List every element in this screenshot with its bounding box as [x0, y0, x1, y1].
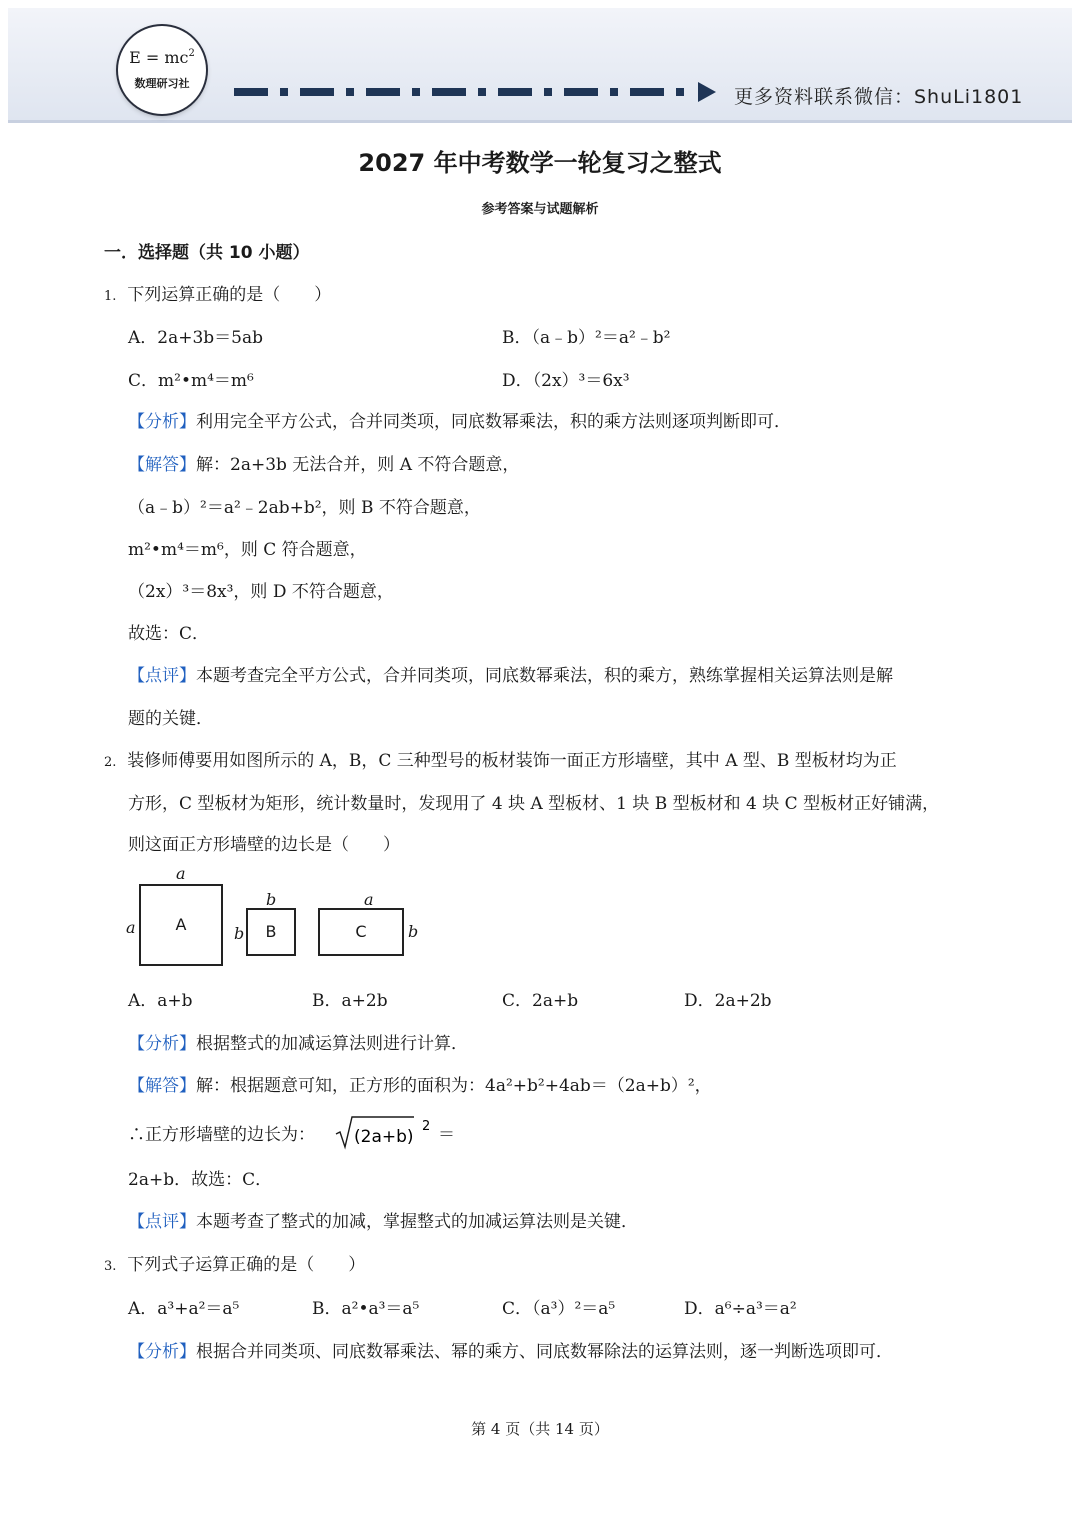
board-figure [126, 864, 426, 972]
question-number: 3. [104, 1259, 117, 1274]
question-stem: 下列式子运算正确的是（ ） [127, 1255, 366, 1275]
q1-solution-line-3: m²•m⁴＝m⁶，则 C 符合题意， [128, 540, 367, 560]
q1-option-d: D．（2x）³＝6x³ [502, 371, 630, 391]
comment-tag: 【点评】 [128, 666, 196, 686]
q2-option-c: C．2a+b [502, 991, 579, 1011]
header-band [8, 8, 1072, 123]
label-b-top: b [266, 890, 277, 909]
q1-option-a: A．2a+3b＝5ab [128, 328, 264, 348]
question-stem: 装修师傅要用如图所示的 A，B，C 三种型号的板材装饰一面正方形墙壁，其中 A 型、B 型板材均为正 [127, 751, 897, 771]
question-number: 1. [104, 289, 117, 304]
page-footer: 第 4 页（共 14 页） [471, 1420, 609, 1438]
q1-comment: 【点评】本题考查完全平方公式，合并同类项，同底数幂乘法，积的乘方，熟练掌握相关运算法则是解 [128, 666, 893, 686]
sqrt-equals: ＝ [438, 1125, 455, 1145]
section-heading: 一．选择题（共 10 小题） [104, 243, 310, 263]
label-a-c: a [364, 890, 374, 909]
question-3 [104, 1250, 365, 1275]
dash-decoration [234, 88, 704, 98]
analysis-tag: 【分析】 [128, 1342, 196, 1362]
comment-tag: 【点评】 [128, 1212, 196, 1232]
board-c: C [318, 908, 404, 956]
sqrt-expression [334, 1114, 436, 1150]
q1-comment-line-2: 题的关键． [128, 709, 213, 729]
q1-option-c: C．m²•m⁴＝m⁶ [128, 371, 254, 391]
q2-comment: 【点评】本题考查了整式的加减，掌握整式的加减运算法则是关键． [128, 1212, 638, 1232]
q1-analysis: 【分析】利用完全平方公式，合并同类项，同底数幂乘法，积的乘方法则逐项判断即可． [128, 412, 791, 432]
q2-answer: 2a+b．故选：C． [128, 1170, 273, 1190]
q2-option-a: A．a+b [128, 991, 193, 1011]
q2-option-b: B．a+2b [312, 991, 388, 1011]
board-b: B [246, 908, 296, 956]
logo-club-name: 数理研习社 [134, 77, 190, 90]
q2-solution: 【解答】解：根据题意可知，正方形的面积为：4a²+b²+4ab＝（2a+b）²， [128, 1076, 712, 1096]
board-a: A [139, 884, 223, 966]
q2-option-d: D．2a+2b [684, 991, 772, 1011]
label-a-left: a [126, 918, 136, 937]
q1-solution-line-2: （a﹣b）²＝a²﹣2ab+b²，则 B 不符合题意， [128, 498, 481, 518]
label-b-left: b [234, 924, 245, 943]
label-a-top: a [176, 864, 186, 883]
q3-option-c: C．（a³）²＝a⁵ [502, 1299, 616, 1319]
q2-stem-line-3: 则这面正方形墙壁的边长是（ ） [128, 835, 400, 855]
contact-text: 更多资料联系微信：ShuLi1801 [734, 86, 1024, 108]
sqrt-inner: (2a+b) [354, 1127, 414, 1147]
analysis-tag: 【分析】 [128, 412, 196, 432]
q3-option-a: A．a³+a²＝a⁵ [128, 1299, 240, 1319]
q2-solution-line-2: ∴正方形墙壁的边长为： [128, 1125, 315, 1145]
q3-option-b: B．a²•a³＝a⁵ [312, 1299, 420, 1319]
solution-tag: 【解答】 [128, 1076, 196, 1096]
solution-tag: 【解答】 [128, 455, 196, 475]
q1-solution-line-4: （2x）³＝8x³，则 D 不符合题意， [128, 582, 394, 602]
q3-analysis: 【分析】根据合并同类项、同底数幂乘法、幂的乘方、同底数幂除法的运算法则，逐一判断选项即可． [128, 1342, 893, 1362]
document-title: 2027 年中考数学一轮复习之整式 [358, 149, 722, 177]
q1-answer: 故选：C． [128, 624, 210, 644]
logo [118, 26, 206, 114]
q1-solution: 【解答】解：2a+3b 无法合并，则 A 不符合题意， [128, 455, 520, 475]
logo-formula: $E = mc^2$ [129, 48, 195, 67]
q1-option-b: B．（a﹣b）²＝a²﹣b² [502, 328, 671, 348]
question-number: 2. [104, 755, 117, 770]
question-2 [104, 746, 897, 771]
question-stem: 下列运算正确的是（ ） [127, 285, 332, 305]
q2-stem-line-2: 方形，C 型板材为矩形，统计数量时，发现用了 4 块 A 型板材、1 块 B 型板材和 4 块 C 型板材正好铺满， [128, 794, 940, 814]
sqrt-exponent: 2 [422, 1119, 431, 1134]
document-subtitle: 参考答案与试题解析 [481, 202, 599, 217]
question-1 [104, 280, 331, 305]
label-b-c: b [408, 922, 419, 941]
q3-option-d: D．a⁶÷a³＝a² [684, 1299, 797, 1319]
q2-analysis: 【分析】根据整式的加减运算法则进行计算． [128, 1034, 468, 1054]
arrow-right-icon [698, 82, 716, 102]
analysis-tag: 【分析】 [128, 1034, 196, 1054]
